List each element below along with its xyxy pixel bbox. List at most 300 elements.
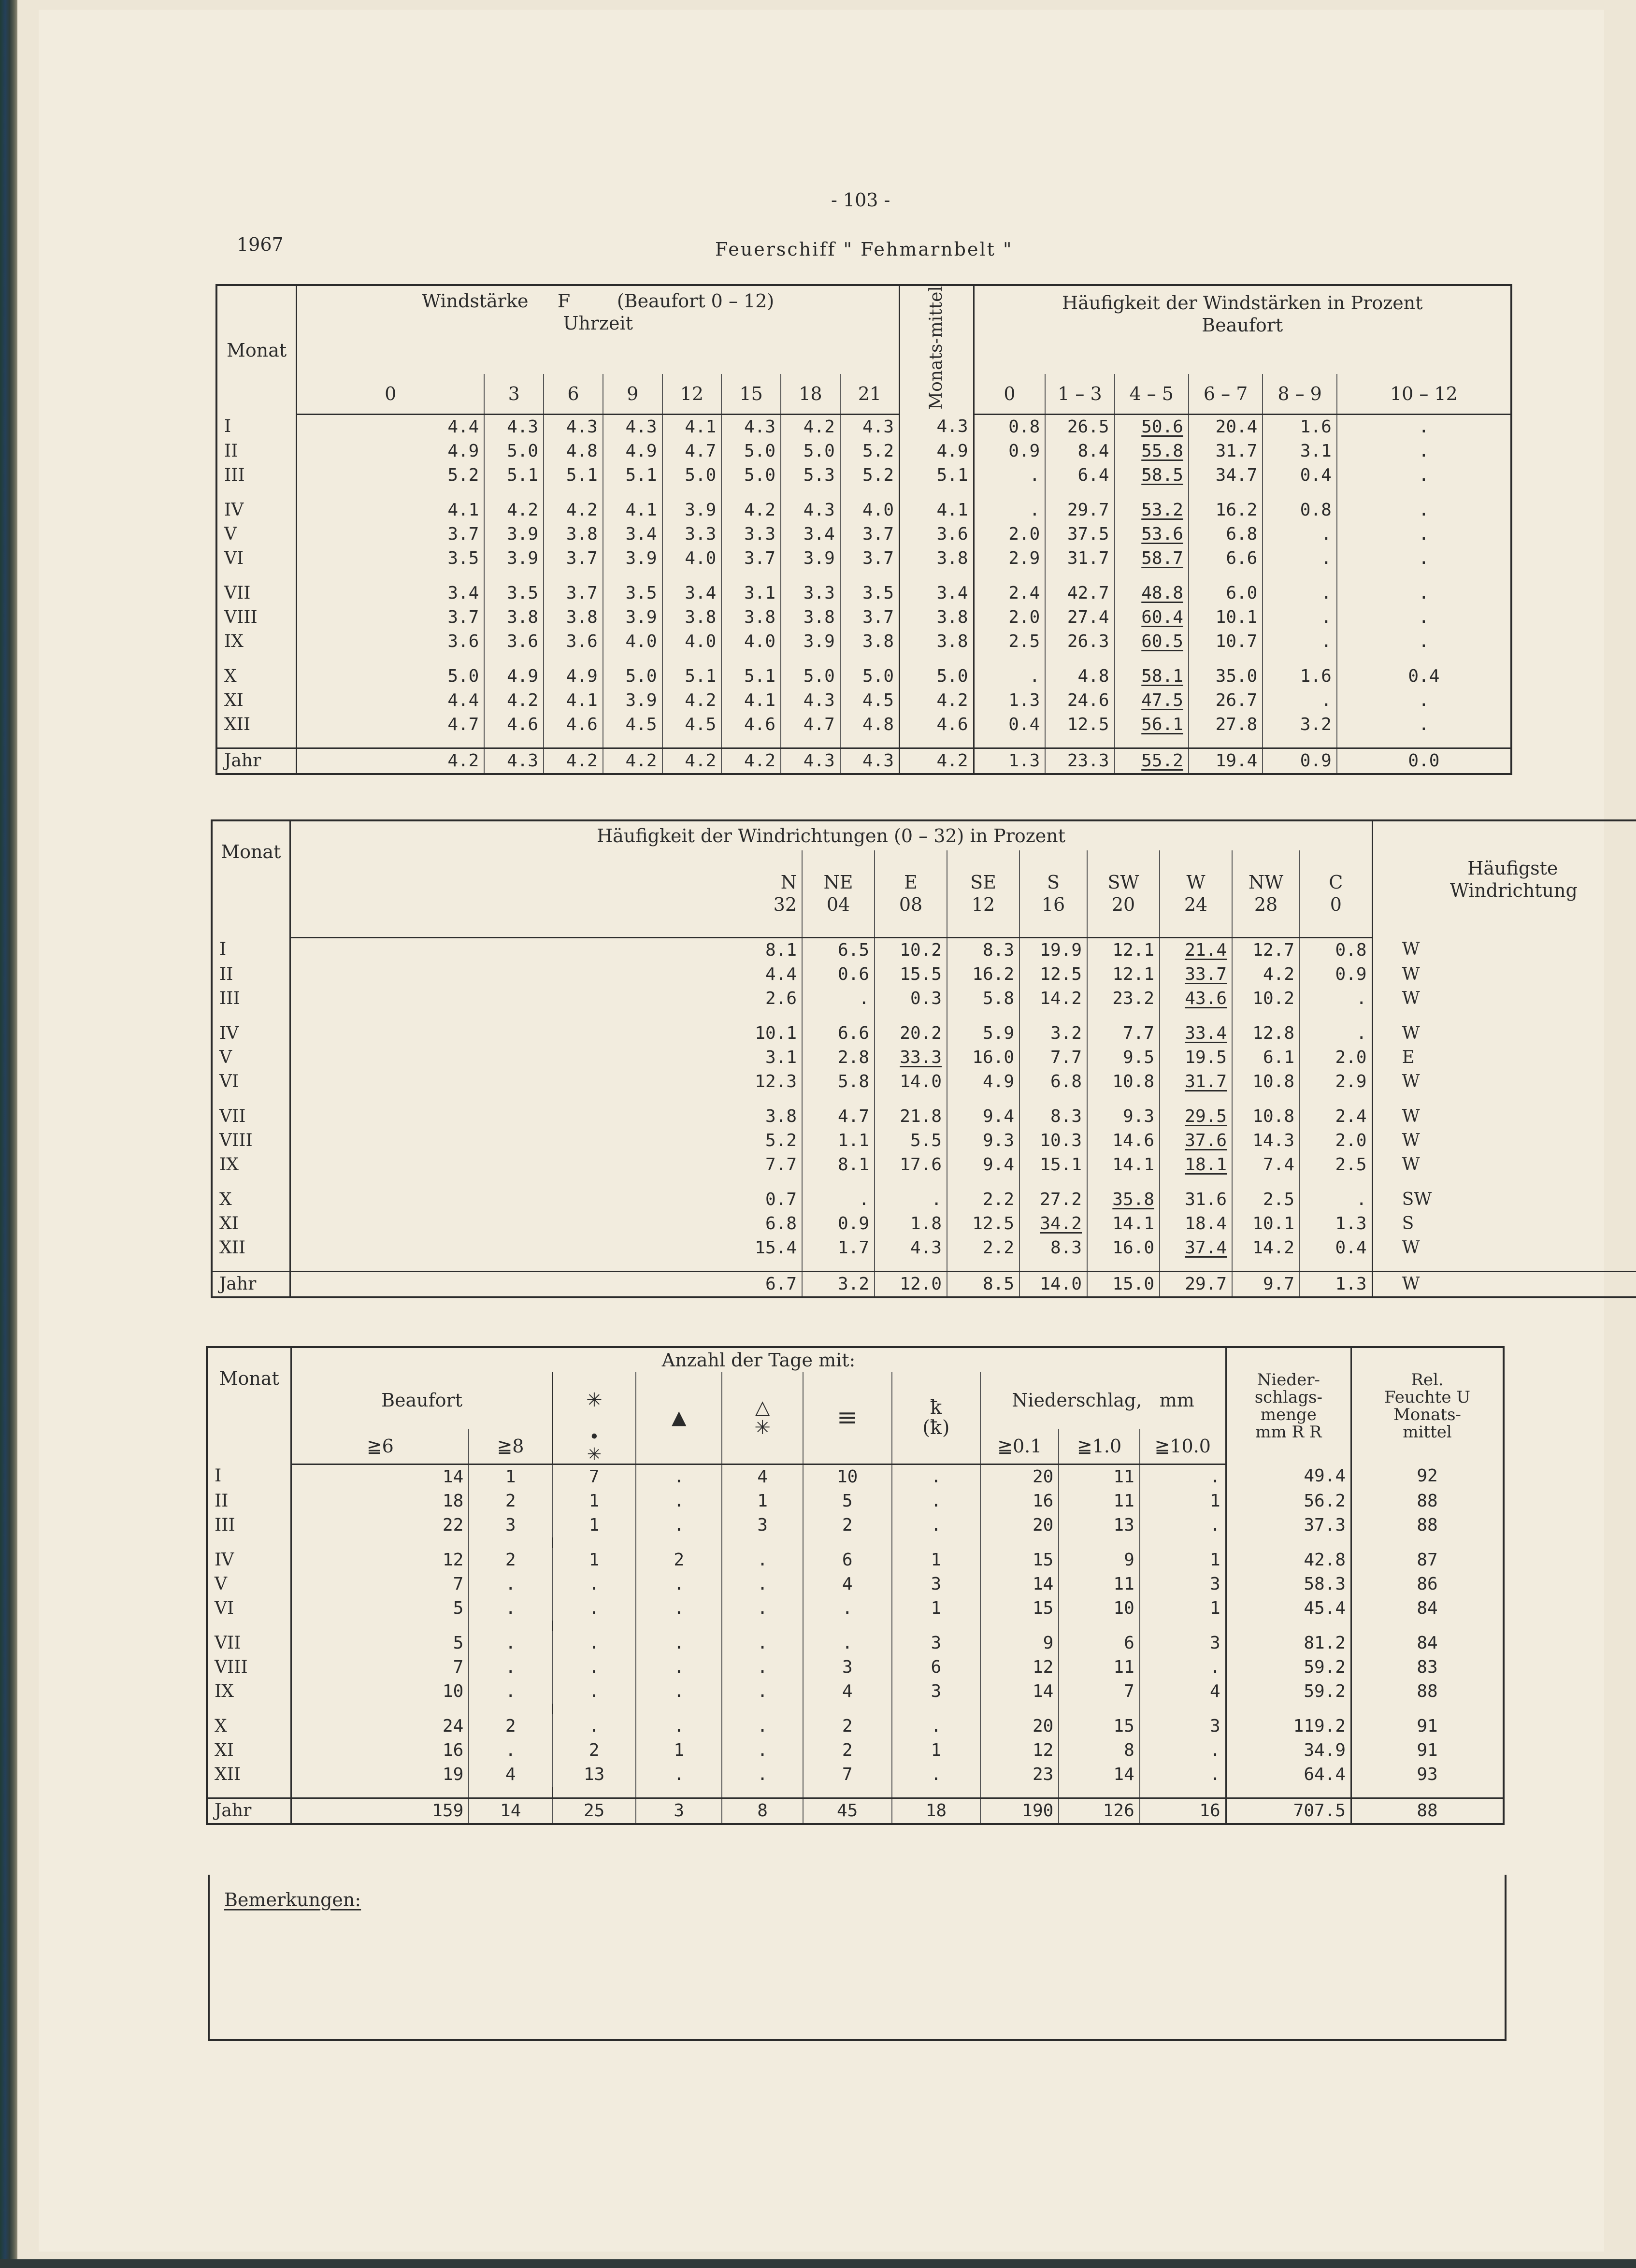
spacer-cell [721, 571, 781, 581]
day-count: . [722, 1679, 803, 1704]
hourly-wind-value: 3.4 [297, 581, 485, 605]
month-row [213, 1070, 1636, 1094]
header-niederschlag: Niederschlag, mm [980, 1372, 1226, 1429]
spacer-cell [297, 737, 485, 748]
relative-humidity: 92 [1351, 1464, 1503, 1489]
hourly-wind-value: 4.1 [297, 498, 485, 522]
day-count: 7 [291, 1572, 469, 1596]
day-count: 1 [636, 1738, 722, 1763]
hourly-wind-value: 5.1 [721, 664, 781, 689]
direction-header [1087, 850, 1160, 937]
month-row [217, 689, 1510, 713]
day-count: 23 [980, 1763, 1059, 1787]
spacer-cell [217, 737, 297, 748]
hourly-wind-value: 5.1 [544, 463, 603, 488]
direction-percent: 14.2 [1019, 987, 1087, 1011]
spacer-cell [1189, 654, 1263, 664]
relative-humidity: 86 [1351, 1572, 1503, 1596]
day-count: 7 [552, 1464, 636, 1489]
spacer-cell [840, 737, 900, 748]
direction-percent: 7.7 [1087, 1021, 1160, 1046]
direction-percent: 0.4 [1300, 1236, 1372, 1260]
spacer-cell [1232, 1260, 1300, 1272]
percent-value: 53.2 [1115, 498, 1189, 522]
month-row [213, 1188, 1636, 1212]
month-label: V [224, 524, 237, 545]
relative-humidity: 83 [1351, 1655, 1503, 1679]
spacer-cell [484, 571, 544, 581]
spacer-cell [603, 488, 662, 498]
spacer-cell [1019, 1011, 1087, 1021]
direction-percent: 5.8 [802, 1070, 875, 1094]
day-count: 190 [980, 1798, 1059, 1823]
month-row [208, 1655, 1503, 1679]
direction-percent: 2.8 [802, 1046, 875, 1070]
spacer-cell [636, 1787, 722, 1798]
hourly-wind-value: 5.1 [484, 463, 544, 488]
days-precipitation-table [208, 1348, 1503, 1823]
spacer-cell [217, 488, 297, 498]
hourly-wind-value: 3.9 [484, 522, 544, 546]
hourly-wind-value: 3.7 [544, 546, 603, 571]
hourly-wind-value: 5.0 [781, 664, 840, 689]
direction-percent: 31.7 [1160, 1070, 1232, 1094]
direction-percent: 14.1 [1087, 1212, 1160, 1236]
percent-value: 6.0 [1189, 581, 1263, 605]
month-label: VIII [219, 1130, 253, 1150]
day-count: . [636, 1714, 722, 1738]
direction-percent: 31.6 [1160, 1188, 1232, 1212]
direction-name: SE [970, 872, 996, 893]
month-label: IV [215, 1550, 234, 1570]
spacer-cell [1160, 1177, 1232, 1188]
month-row [217, 415, 1510, 440]
spacer-cell [662, 737, 722, 748]
day-count: 11 [1059, 1655, 1139, 1679]
spacer-row [213, 1260, 1636, 1272]
month-label: I [224, 416, 231, 436]
day-count: 5 [291, 1631, 469, 1655]
direction-percent: . [802, 987, 875, 1011]
direction-percent: 29.7 [1160, 1271, 1232, 1296]
direction-percent: 37.6 [1160, 1129, 1232, 1153]
month-row [213, 987, 1636, 1011]
percent-value: 2.4 [974, 581, 1045, 605]
spacer-cell [1372, 1260, 1636, 1272]
spacer-cell [544, 737, 603, 748]
direction-percent: 16.0 [947, 1046, 1019, 1070]
spacer-cell [802, 1260, 875, 1272]
day-count: . [469, 1679, 552, 1704]
relative-humidity: 91 [1351, 1714, 1503, 1738]
hourly-wind-value: 3.6 [297, 630, 485, 654]
hourly-wind-value: 4.2 [484, 689, 544, 713]
direction-percent: 33.3 [875, 1046, 947, 1070]
spacer-cell [1160, 1260, 1232, 1272]
direction-percent: 10.8 [1087, 1070, 1160, 1094]
prevailing-direction: W [1372, 1070, 1636, 1094]
day-count: 1 [892, 1738, 981, 1763]
hourly-wind-value: 3.9 [603, 546, 662, 571]
percent-value: 0.0 [1337, 748, 1510, 774]
precipitation-amount: 45.4 [1226, 1596, 1351, 1621]
hour-header: 3 [484, 374, 544, 414]
day-count: 1 [552, 1548, 636, 1572]
percent-value: 29.7 [1045, 498, 1114, 522]
month-label: XI [215, 1740, 234, 1760]
spacer-cell [721, 737, 781, 748]
percent-value: . [1337, 498, 1510, 522]
day-count: . [1140, 1513, 1226, 1537]
wind-force-table [217, 286, 1510, 773]
spacer-cell [1263, 488, 1336, 498]
month-label: VI [219, 1071, 239, 1091]
hourly-wind-value: 4.0 [840, 498, 900, 522]
spacer-cell [1115, 488, 1189, 498]
hour-header: 6 [544, 374, 603, 414]
direction-percent: 1.8 [875, 1212, 947, 1236]
day-count: 14 [469, 1798, 552, 1823]
hourly-wind-value: 3.3 [721, 522, 781, 546]
spacer-cell [208, 1787, 291, 1798]
hourly-wind-value: 3.8 [781, 605, 840, 630]
month-label: XI [224, 690, 244, 711]
spacer-cell [469, 1537, 552, 1548]
spacer-cell [721, 488, 781, 498]
percent-value: 55.8 [1115, 439, 1189, 463]
film-edge [0, 0, 17, 2268]
direction-header [875, 850, 947, 937]
monthly-mean: 4.3 [900, 415, 974, 440]
spacer-cell [1059, 1704, 1139, 1714]
month-label: IX [219, 1154, 239, 1175]
direction-code: 08 [899, 894, 923, 916]
hourly-wind-value: 3.4 [603, 522, 662, 546]
direction-name: N [780, 872, 797, 893]
direction-percent: 8.5 [947, 1271, 1019, 1296]
spacer-cell [1337, 488, 1510, 498]
hourly-wind-value: 3.8 [840, 630, 900, 654]
day-count: 13 [552, 1763, 636, 1787]
month-label: V [215, 1574, 227, 1594]
month-label: X [224, 666, 237, 687]
spacer-cell [1232, 1011, 1300, 1021]
hourly-wind-value: 5.2 [840, 439, 900, 463]
percent-value: . [974, 664, 1045, 689]
percent-value: 3.2 [1263, 713, 1336, 737]
percent-value: . [1263, 630, 1336, 654]
direction-percent: 14.0 [1019, 1271, 1087, 1296]
spacer-cell [552, 1621, 636, 1631]
monthly-mean: 3.8 [900, 605, 974, 630]
spacer-cell [1045, 737, 1114, 748]
direction-percent: 21.8 [875, 1105, 947, 1129]
direction-percent: 0.6 [802, 962, 875, 987]
hourly-wind-value: 4.2 [721, 748, 781, 774]
month-label: VII [215, 1633, 241, 1653]
hour-header: 15 [721, 374, 781, 414]
day-count: . [469, 1631, 552, 1655]
hourly-wind-value: 3.8 [721, 605, 781, 630]
day-count: 19 [291, 1763, 469, 1787]
percent-value: 42.7 [1045, 581, 1114, 605]
hourly-wind-value: 3.7 [840, 522, 900, 546]
spacer-cell [1140, 1704, 1226, 1714]
monthly-mean: 5.1 [900, 463, 974, 488]
day-count: 2 [803, 1714, 892, 1738]
spacer-cell [875, 1011, 947, 1021]
hourly-wind-value: 5.1 [603, 463, 662, 488]
day-count: 6 [803, 1548, 892, 1572]
day-count: 22 [291, 1513, 469, 1537]
percent-value: 16.2 [1189, 498, 1263, 522]
direction-percent: 17.6 [875, 1153, 947, 1177]
direction-percent: 8.1 [802, 1153, 875, 1177]
month-label: VI [215, 1598, 234, 1618]
hourly-wind-value: 4.2 [544, 748, 603, 774]
thunderstorm-icon: ꝁ (ꝁ) [892, 1372, 981, 1464]
hourly-wind-value: 3.8 [662, 605, 722, 630]
direction-percent: 12.5 [1019, 962, 1087, 987]
header-beaufort: Beaufort [291, 1372, 552, 1429]
spacer-cell [1019, 1260, 1087, 1272]
day-count: . [803, 1631, 892, 1655]
prevailing-direction: W [1372, 1236, 1636, 1260]
day-count: 20 [980, 1464, 1059, 1489]
spacer-cell [544, 488, 603, 498]
percent-value: 1.3 [974, 689, 1045, 713]
hourly-wind-value: 4.9 [603, 439, 662, 463]
direction-percent: 4.9 [947, 1070, 1019, 1094]
spacer-cell [297, 488, 485, 498]
prevailing-direction: W [1372, 1129, 1636, 1153]
percent-value: 47.5 [1115, 689, 1189, 713]
direction-percent: 5.8 [947, 987, 1019, 1011]
day-count: . [552, 1714, 636, 1738]
spacer-cell [1087, 1177, 1160, 1188]
spacer-cell [662, 571, 722, 581]
percent-value: 24.6 [1045, 689, 1114, 713]
day-count: . [722, 1714, 803, 1738]
hourly-wind-value: 4.2 [662, 689, 722, 713]
hourly-wind-value: 3.5 [840, 581, 900, 605]
relative-humidity: 84 [1351, 1596, 1503, 1621]
day-count: 1 [469, 1464, 552, 1489]
spacer-cell [213, 1011, 290, 1021]
direction-percent: . [1300, 987, 1372, 1011]
rain-snow-icon: • ✳ [552, 1429, 636, 1464]
percent-value: 50.6 [1115, 415, 1189, 440]
month-label: V [219, 1047, 232, 1067]
day-count: 25 [552, 1798, 636, 1823]
direction-percent: 6.8 [1019, 1070, 1087, 1094]
header-month: Monat [219, 1368, 279, 1389]
spacer-row [213, 1011, 1636, 1021]
direction-code: 20 [1111, 894, 1135, 916]
direction-percent: 4.2 [1232, 962, 1300, 987]
hourly-wind-value: 5.2 [297, 463, 485, 488]
day-count: 16 [291, 1738, 469, 1763]
spacer-cell [484, 488, 544, 498]
direction-percent: 9.5 [1087, 1046, 1160, 1070]
spacer-cell [297, 654, 485, 664]
direction-code: 16 [1041, 894, 1065, 916]
percent-value: 1.6 [1263, 415, 1336, 440]
hail-icon: ▲ [636, 1372, 722, 1464]
percent-value: 26.3 [1045, 630, 1114, 654]
spacer-cell [980, 1787, 1059, 1798]
remarks-box [208, 1875, 1507, 2041]
precipitation-amount: 49.4 [1226, 1464, 1351, 1489]
spacer-cell [552, 1704, 636, 1714]
day-count: . [892, 1763, 981, 1787]
day-count: . [636, 1763, 722, 1787]
direction-percent: 14.3 [1232, 1129, 1300, 1153]
percent-value: 34.7 [1189, 463, 1263, 488]
direction-percent: 15.0 [1087, 1271, 1160, 1296]
day-count: . [552, 1631, 636, 1655]
day-count: 10 [1059, 1596, 1139, 1621]
hourly-wind-value: 4.2 [297, 748, 485, 774]
percent-value: 6.8 [1189, 522, 1263, 546]
direction-percent: 35.8 [1087, 1188, 1160, 1212]
direction-percent: 2.2 [947, 1188, 1019, 1212]
hourly-wind-value: 4.3 [781, 748, 840, 774]
percent-value: . [974, 463, 1045, 488]
percent-value: 0.9 [1263, 748, 1336, 774]
spacer-cell [213, 1094, 290, 1105]
direction-name: NE [823, 872, 853, 893]
direction-percent: 19.9 [1019, 937, 1087, 962]
spacer-cell [803, 1704, 892, 1714]
spacer-row [208, 1704, 1503, 1714]
hour-header: 12 [662, 374, 722, 414]
day-count: 5 [803, 1489, 892, 1513]
month-row [217, 630, 1510, 654]
spacer-row [217, 737, 1510, 748]
day-count: 1 [892, 1548, 981, 1572]
month-label: II [219, 964, 233, 984]
monthly-mean: 5.0 [900, 664, 974, 689]
percent-value: . [1263, 522, 1336, 546]
hourly-wind-value: 5.0 [721, 463, 781, 488]
hourly-wind-value: 3.3 [662, 522, 722, 546]
percent-value: . [1337, 546, 1510, 571]
day-count: 15 [1059, 1714, 1139, 1738]
day-count: . [1140, 1655, 1226, 1679]
spacer-cell [980, 1621, 1059, 1631]
hourly-wind-value: 3.4 [781, 522, 840, 546]
month-label: VIII [215, 1657, 248, 1677]
spacer-cell [900, 488, 974, 498]
direction-percent: . [1300, 1021, 1372, 1046]
spacer-row [213, 1094, 1636, 1105]
year-row [208, 1798, 1503, 1823]
spacer-cell [662, 488, 722, 498]
spacer-cell [947, 1094, 1019, 1105]
month-label: IV [219, 1023, 239, 1043]
day-count: 4 [469, 1763, 552, 1787]
direction-percent: 20.2 [875, 1021, 947, 1046]
monthly-mean: 4.2 [900, 748, 974, 774]
spacer-cell [875, 1094, 947, 1105]
direction-percent: 33.4 [1160, 1021, 1232, 1046]
day-count: 4 [803, 1572, 892, 1596]
prevailing-direction: W [1372, 1021, 1636, 1046]
spacer-cell [892, 1787, 981, 1798]
direction-code: 24 [1184, 894, 1208, 916]
month-row [208, 1631, 1503, 1655]
spacer-cell [900, 654, 974, 664]
spacer-cell [875, 1177, 947, 1188]
spacer-cell [974, 488, 1045, 498]
day-count: . [722, 1548, 803, 1572]
beaufort-class-header: 4 – 5 [1115, 374, 1189, 414]
day-count: . [636, 1572, 722, 1596]
hourly-wind-value: 3.7 [840, 605, 900, 630]
direction-percent: 15.1 [1019, 1153, 1087, 1177]
direction-percent: 14.6 [1087, 1129, 1160, 1153]
hourly-wind-value: 4.6 [544, 713, 603, 737]
day-count: 13 [1059, 1513, 1139, 1537]
spacer-cell [290, 1177, 802, 1188]
spacer-row [208, 1537, 1503, 1548]
hourly-wind-value: 3.9 [781, 546, 840, 571]
spacer-cell [803, 1787, 892, 1798]
page-number: - 103 - [831, 189, 890, 211]
prevailing-direction: W [1372, 1153, 1636, 1177]
percent-value: 0.8 [974, 415, 1045, 440]
month-label: III [219, 988, 240, 1008]
hourly-wind-value: 4.9 [297, 439, 485, 463]
month-row [217, 546, 1510, 571]
direction-percent: 27.2 [1019, 1188, 1087, 1212]
spacer-cell [636, 1537, 722, 1548]
spacer-cell [722, 1704, 803, 1714]
month-label: XII [215, 1764, 241, 1784]
monthly-mean: 4.2 [900, 689, 974, 713]
percent-value: 0.4 [974, 713, 1045, 737]
direction-percent: 12.5 [947, 1212, 1019, 1236]
spacer-cell [1189, 571, 1263, 581]
hourly-wind-value: 4.3 [781, 498, 840, 522]
spacer-cell [1337, 571, 1510, 581]
header-month: Monat [226, 339, 287, 361]
day-count: 159 [291, 1798, 469, 1823]
percent-value: 0.4 [1337, 664, 1510, 689]
day-count: 1 [1140, 1596, 1226, 1621]
percent-value: . [1263, 581, 1336, 605]
month-row [213, 962, 1636, 987]
percent-value: . [974, 498, 1045, 522]
day-count: . [892, 1714, 981, 1738]
month-row [208, 1679, 1503, 1704]
spacer-cell [980, 1537, 1059, 1548]
hourly-wind-value: 4.7 [781, 713, 840, 737]
prevailing-direction: W [1372, 1105, 1636, 1129]
spacer-cell [974, 737, 1045, 748]
direction-percent: 2.5 [1300, 1153, 1372, 1177]
direction-percent: 15.4 [290, 1236, 802, 1260]
spacer-cell [1059, 1787, 1139, 1798]
day-count: . [722, 1596, 803, 1621]
day-count: 1 [1140, 1548, 1226, 1572]
month-label: IX [224, 632, 244, 652]
day-count: . [722, 1572, 803, 1596]
direction-percent: 10.2 [1232, 987, 1300, 1011]
percent-value: 60.4 [1115, 605, 1189, 630]
day-count: 8 [1059, 1738, 1139, 1763]
